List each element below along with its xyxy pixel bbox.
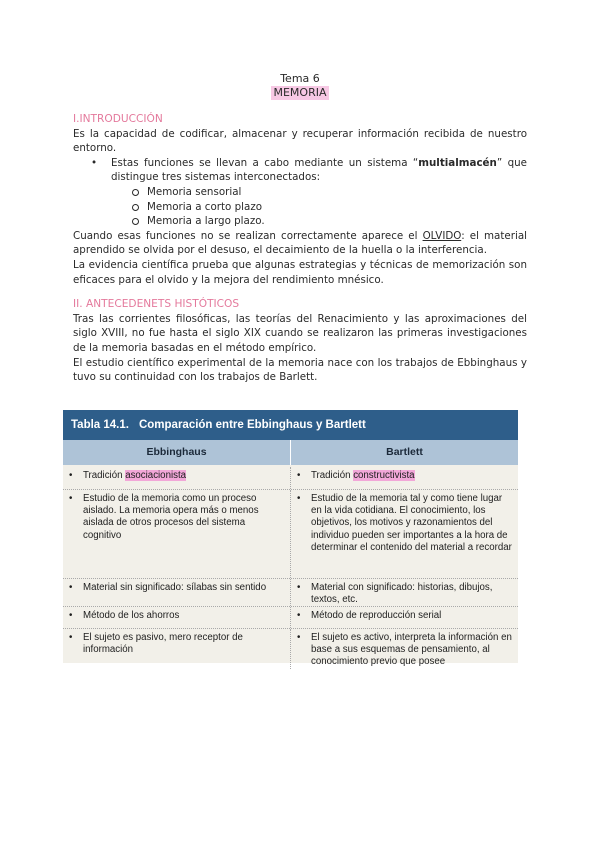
table-cell-bartlett <box>291 607 518 628</box>
column-header-bartlett: Bartlett <box>386 446 423 458</box>
sub-list-item: Memoria a largo plazo. <box>147 214 527 229</box>
bullet-glyph: • <box>69 610 73 621</box>
table-cell-bartlett <box>291 467 518 489</box>
sub-list-item: Memoria a corto plazo <box>147 200 527 215</box>
table-cell-ebbinghaus <box>63 467 291 489</box>
table-row <box>63 606 518 628</box>
table-cell-bartlett <box>291 579 518 606</box>
table-cell-ebbinghaus <box>63 607 291 628</box>
table-body <box>63 467 518 669</box>
bullet-list <box>73 156 527 229</box>
cell-text: El sujeto es activo, interpreta la información en base a sus esquemas de pensamiento, al conocimiento previo que posee <box>311 632 512 668</box>
sub-list <box>111 185 527 229</box>
cell-text: Material sin significado: sílabas sin sentido <box>83 582 267 593</box>
intro-paragraph: Es la capacidad de codificar, almacenar y recuperar información recibida de nuestro entorno. <box>73 127 527 155</box>
bullet-glyph: • <box>69 582 73 593</box>
bullet-text-bold: multialmacén <box>418 156 497 169</box>
table-row <box>63 467 518 489</box>
page-title: MEMORIA <box>273 86 327 99</box>
cell-text: Tradición <box>311 470 354 481</box>
ebbinghaus-paragraph: El estudio científico experimental de la memoria nace con los trabajos de Ebbinghaus y tuvo su continuidad con los trabajos de Barlett. <box>73 356 527 384</box>
column-header-ebbinghaus: Ebbinghaus <box>63 440 291 465</box>
table-row <box>63 628 518 669</box>
document-body <box>73 112 527 385</box>
table-number: Tabla 14.1. <box>71 419 129 431</box>
table-cell-bartlett <box>291 490 518 578</box>
cell-text: Tradición <box>83 470 126 481</box>
table-cell-bartlett <box>291 629 518 669</box>
table-header-row <box>63 440 518 465</box>
bullet-glyph: • <box>69 632 73 643</box>
cell-text: Material con significado: historias, dibujos, textos, etc. <box>311 582 493 606</box>
bullet-text-end: ” que distingue tres sistemas interconectados: <box>111 156 527 184</box>
bullet-text-start: Estas funciones se llevan a cabo mediante un sistema “ <box>111 156 419 169</box>
cell-text: Método de reproducción serial <box>311 610 442 621</box>
sub-list-item: Memoria sensorial <box>147 185 527 200</box>
olvido-text-start: Cuando esas funciones no se realizan correctamente aparece el <box>73 229 423 242</box>
olvido-paragraph <box>73 229 527 258</box>
bullet-glyph: • <box>69 493 73 504</box>
evidence-paragraph: La evidencia científica prueba que algunas estrategias y técnicas de memorización son eficaces para el olvido y la mejora del rendimiento mnésico. <box>73 258 527 286</box>
table-title <box>63 410 518 440</box>
olvido-text-end: : el material aprendido se olvida por el desuso, el decaimiento de la huella o la interferencia. <box>73 229 527 257</box>
table-cell-ebbinghaus <box>63 490 291 578</box>
bullet-glyph: • <box>297 610 301 621</box>
olvido-term: OLVIDO <box>422 229 462 242</box>
cell-text: Método de los ahorros <box>83 610 180 621</box>
table-cell-ebbinghaus <box>63 579 291 606</box>
list-item <box>111 156 527 229</box>
cell-text: El sujeto es pasivo, mero receptor de información <box>83 632 243 656</box>
history-paragraph: Tras las corrientes filosóficas, las teorías del Renacimiento y las aproximaciones del siglo XVIII, no fue hasta el siglo XIX cuando se realizaron las primeras investigaciones de la memoria basadas en el método empírico. <box>73 312 527 354</box>
highlighted-term: constructivista <box>353 470 415 481</box>
topic-label: Tema 6 <box>280 72 320 85</box>
table-row <box>63 489 518 578</box>
bullet-glyph: • <box>297 470 301 481</box>
bullet-glyph: • <box>297 632 301 643</box>
table-row <box>63 578 518 606</box>
table-caption: Comparación entre Ebbinghaus y Bartlett <box>138 419 366 431</box>
cell-text: Estudio de la memoria como un proceso aislado. La memoria opera más o menos aislada de otros procesos del sistema cognitivo <box>83 493 259 541</box>
section-heading-introduccion: I.INTRODUCCIÓN <box>73 113 163 125</box>
bullet-glyph: • <box>297 582 301 593</box>
comparison-table <box>63 410 518 668</box>
table-cell-ebbinghaus <box>63 629 291 669</box>
bullet-glyph: • <box>297 493 301 504</box>
bullet-glyph: • <box>69 470 73 481</box>
section-heading-antecedentes: II. ANTECEDENETS HISTÓTICOS <box>73 298 240 311</box>
highlighted-term: asociacionista <box>125 470 187 481</box>
document-header <box>0 72 600 100</box>
cell-text: Estudio de la memoria tal y como tiene lugar en la vida cotidiana. El conocimiento, los objetivos, los motivos y razonamientos del individuo pueden ser importantes a la hora de determinar el contenido del material a recordar <box>311 493 512 553</box>
